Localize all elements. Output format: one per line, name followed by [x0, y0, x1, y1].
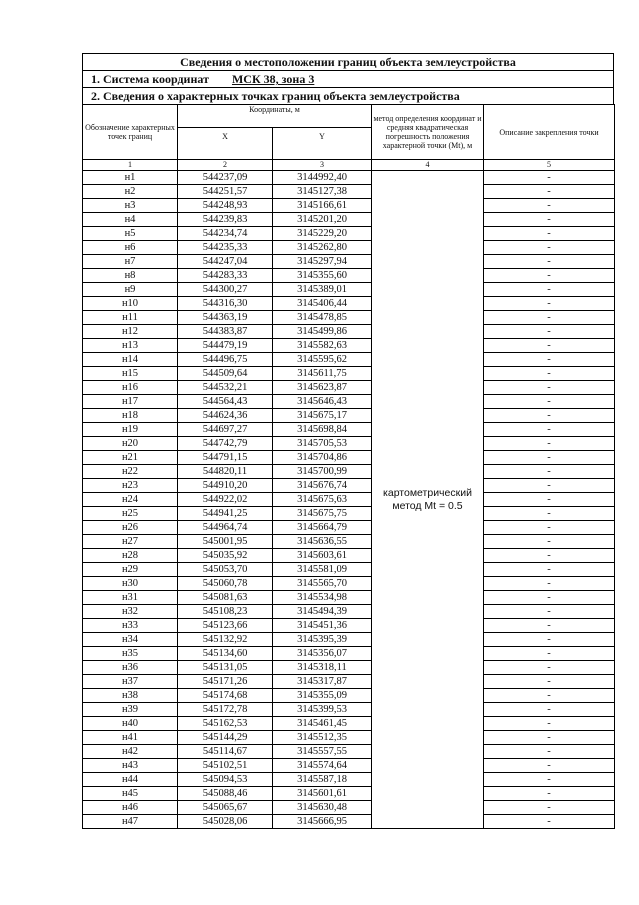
point-id: н6: [83, 241, 178, 255]
table-row: [83, 619, 615, 633]
column-numbers-row: [83, 160, 615, 171]
table-row: [83, 549, 615, 563]
point-x: 544235,33: [178, 241, 273, 255]
column-number: 1: [83, 160, 178, 171]
point-description: -: [484, 493, 615, 507]
table-row: [83, 339, 615, 353]
header-method: метод определения координат и средняя квадратическая погрешность положения характерной точки (Mt), м: [372, 105, 484, 160]
point-y: 3145623,87: [273, 381, 372, 395]
point-id: н16: [83, 381, 178, 395]
point-id: н20: [83, 437, 178, 451]
point-id: н13: [83, 339, 178, 353]
table-row: [83, 493, 615, 507]
point-y: 3145698,84: [273, 423, 372, 437]
table-row: [83, 745, 615, 759]
point-id: н22: [83, 465, 178, 479]
point-description: -: [484, 591, 615, 605]
point-description: -: [484, 451, 615, 465]
point-x: 545001,95: [178, 535, 273, 549]
point-description: -: [484, 311, 615, 325]
column-number: 4: [372, 160, 484, 171]
table-row: [83, 367, 615, 381]
point-id: н37: [83, 675, 178, 689]
point-x: 544941,25: [178, 507, 273, 521]
table-row: [83, 171, 615, 185]
table-row: [83, 703, 615, 717]
table-row: [83, 535, 615, 549]
point-y: 3145229,20: [273, 227, 372, 241]
table-row: [83, 465, 615, 479]
point-y: 3145646,43: [273, 395, 372, 409]
point-y: 3145355,60: [273, 269, 372, 283]
table-row: [83, 773, 615, 787]
point-x: 545172,78: [178, 703, 273, 717]
point-id: н15: [83, 367, 178, 381]
point-description: -: [484, 185, 615, 199]
point-y: 3145389,01: [273, 283, 372, 297]
document-title: Сведения о местоположении границ объекта землеустройства: [82, 53, 614, 70]
point-y: 3145666,95: [273, 815, 372, 829]
point-x: 544251,57: [178, 185, 273, 199]
header-designation: Обозначение характерных точек границ: [83, 105, 178, 160]
point-description: -: [484, 731, 615, 745]
table-row: [83, 507, 615, 521]
point-id: н21: [83, 451, 178, 465]
point-y: 3145478,85: [273, 311, 372, 325]
point-y: 3145675,63: [273, 493, 372, 507]
point-id: н5: [83, 227, 178, 241]
point-y: 3145581,09: [273, 563, 372, 577]
point-id: н30: [83, 577, 178, 591]
point-id: н14: [83, 353, 178, 367]
point-id: н38: [83, 689, 178, 703]
table-row: [83, 717, 615, 731]
table-row: [83, 479, 615, 493]
point-y: 3145587,18: [273, 773, 372, 787]
point-description: -: [484, 801, 615, 815]
point-x: 545081,63: [178, 591, 273, 605]
point-description: -: [484, 213, 615, 227]
point-x: 545171,26: [178, 675, 273, 689]
point-x: 545060,78: [178, 577, 273, 591]
point-id: н35: [83, 647, 178, 661]
point-x: 545162,53: [178, 717, 273, 731]
point-y: 3145127,38: [273, 185, 372, 199]
point-x: 544697,27: [178, 423, 273, 437]
point-id: н2: [83, 185, 178, 199]
point-y: 3145262,80: [273, 241, 372, 255]
table-row: [83, 451, 615, 465]
point-description: -: [484, 409, 615, 423]
point-description: -: [484, 521, 615, 535]
point-y: 3145603,61: [273, 549, 372, 563]
point-x: 544564,43: [178, 395, 273, 409]
table-row: [83, 633, 615, 647]
point-y: 3145494,39: [273, 605, 372, 619]
point-description: -: [484, 339, 615, 353]
point-description: -: [484, 255, 615, 269]
point-y: 3145676,74: [273, 479, 372, 493]
point-y: 3145499,86: [273, 325, 372, 339]
header-y: Y: [273, 128, 372, 160]
column-number: 3: [273, 160, 372, 171]
point-y: 3145675,75: [273, 507, 372, 521]
point-y: 3145399,53: [273, 703, 372, 717]
point-y: 3145318,11: [273, 661, 372, 675]
table-row: [83, 255, 615, 269]
point-description: -: [484, 241, 615, 255]
point-description: -: [484, 325, 615, 339]
point-x: 545134,60: [178, 647, 273, 661]
point-description: -: [484, 633, 615, 647]
table-row: [83, 297, 615, 311]
point-x: 545088,46: [178, 787, 273, 801]
point-id: н7: [83, 255, 178, 269]
point-description: -: [484, 563, 615, 577]
point-description: -: [484, 759, 615, 773]
point-x: 545174,68: [178, 689, 273, 703]
point-id: н25: [83, 507, 178, 521]
table-row: [83, 409, 615, 423]
table-row: [83, 227, 615, 241]
point-x: 544234,74: [178, 227, 273, 241]
table-row: [83, 199, 615, 213]
point-y: 3145356,07: [273, 647, 372, 661]
point-y: 3145611,75: [273, 367, 372, 381]
point-description: -: [484, 717, 615, 731]
table-row: [83, 283, 615, 297]
point-x: 544247,04: [178, 255, 273, 269]
point-x: 544742,79: [178, 437, 273, 451]
point-id: н46: [83, 801, 178, 815]
point-id: н47: [83, 815, 178, 829]
point-description: -: [484, 199, 615, 213]
point-id: н31: [83, 591, 178, 605]
point-x: 544910,20: [178, 479, 273, 493]
point-id: н24: [83, 493, 178, 507]
point-id: н9: [83, 283, 178, 297]
point-x: 545108,23: [178, 605, 273, 619]
point-id: н4: [83, 213, 178, 227]
table-row: [83, 787, 615, 801]
point-x: 544283,33: [178, 269, 273, 283]
point-x: 544239,83: [178, 213, 273, 227]
table-row: [83, 423, 615, 437]
point-description: -: [484, 171, 615, 185]
point-id: н33: [83, 619, 178, 633]
point-description: -: [484, 297, 615, 311]
table-row: [83, 759, 615, 773]
table-row: [83, 241, 615, 255]
point-id: н8: [83, 269, 178, 283]
point-id: н45: [83, 787, 178, 801]
points-section-label: 2. Сведения о характерных точках границ объекта землеустройства: [91, 89, 460, 103]
point-y: 3145395,39: [273, 633, 372, 647]
point-id: н43: [83, 759, 178, 773]
point-id: н40: [83, 717, 178, 731]
point-id: н17: [83, 395, 178, 409]
point-id: н27: [83, 535, 178, 549]
document-sheet: [82, 53, 614, 829]
coordinate-system-label: 1. Система координат: [91, 72, 209, 86]
point-x: 545035,92: [178, 549, 273, 563]
point-x: 544496,75: [178, 353, 273, 367]
point-id: н41: [83, 731, 178, 745]
header-coordinates: Координаты, м: [178, 105, 372, 128]
point-description: -: [484, 745, 615, 759]
column-number: 5: [484, 160, 615, 171]
point-y: 3145675,17: [273, 409, 372, 423]
point-x: 544791,15: [178, 451, 273, 465]
point-x: 545132,92: [178, 633, 273, 647]
point-x: 545102,51: [178, 759, 273, 773]
point-x: 544479,19: [178, 339, 273, 353]
point-id: н34: [83, 633, 178, 647]
point-description: -: [484, 577, 615, 591]
point-y: 3145601,61: [273, 787, 372, 801]
point-id: н23: [83, 479, 178, 493]
point-description: -: [484, 773, 615, 787]
coordinate-system-value: МСК 38, зона 3: [231, 72, 315, 86]
point-y: 3145534,98: [273, 591, 372, 605]
table-row: [83, 647, 615, 661]
table-row: [83, 689, 615, 703]
table-row: [83, 395, 615, 409]
point-description: -: [484, 423, 615, 437]
point-x: 544922,02: [178, 493, 273, 507]
point-description: -: [484, 353, 615, 367]
point-id: н3: [83, 199, 178, 213]
point-description: -: [484, 549, 615, 563]
point-description: -: [484, 381, 615, 395]
point-id: н1: [83, 171, 178, 185]
point-y: 3145595,62: [273, 353, 372, 367]
table-row: [83, 381, 615, 395]
table-row: [83, 353, 615, 367]
point-y: 3145461,45: [273, 717, 372, 731]
point-y: 3145557,55: [273, 745, 372, 759]
point-y: 3145166,61: [273, 199, 372, 213]
point-description: -: [484, 283, 615, 297]
point-x: 545144,29: [178, 731, 273, 745]
point-y: 3145406,44: [273, 297, 372, 311]
point-y: 3145574,64: [273, 759, 372, 773]
point-y: 3145700,99: [273, 465, 372, 479]
coordinate-system-line: [82, 70, 614, 87]
header-x: X: [178, 128, 273, 160]
table-row: [83, 661, 615, 675]
point-id: н28: [83, 549, 178, 563]
point-description: -: [484, 815, 615, 829]
table-row: [83, 437, 615, 451]
point-id: н12: [83, 325, 178, 339]
point-description: -: [484, 437, 615, 451]
point-y: 3145451,36: [273, 619, 372, 633]
point-description: -: [484, 535, 615, 549]
point-description: -: [484, 675, 615, 689]
point-x: 545028,06: [178, 815, 273, 829]
point-x: 544300,27: [178, 283, 273, 297]
point-x: 544964,74: [178, 521, 273, 535]
point-x: 545131,05: [178, 661, 273, 675]
point-description: -: [484, 507, 615, 521]
point-y: 3145636,55: [273, 535, 372, 549]
point-y: 3145297,94: [273, 255, 372, 269]
point-id: н39: [83, 703, 178, 717]
point-y: 3145317,87: [273, 675, 372, 689]
table-row: [83, 675, 615, 689]
point-description: -: [484, 605, 615, 619]
table-row: [83, 311, 615, 325]
table-row: [83, 563, 615, 577]
point-description: -: [484, 465, 615, 479]
point-description: -: [484, 269, 615, 283]
point-x: 544820,11: [178, 465, 273, 479]
table-row: [83, 185, 615, 199]
point-x: 544383,87: [178, 325, 273, 339]
point-description: -: [484, 703, 615, 717]
point-id: н18: [83, 409, 178, 423]
point-x: 544532,21: [178, 381, 273, 395]
table-row: [83, 521, 615, 535]
point-id: н10: [83, 297, 178, 311]
point-description: -: [484, 479, 615, 493]
point-x: 545123,66: [178, 619, 273, 633]
column-number: 2: [178, 160, 273, 171]
point-id: н19: [83, 423, 178, 437]
point-y: 3145582,63: [273, 339, 372, 353]
point-y: 3145704,86: [273, 451, 372, 465]
point-description: -: [484, 647, 615, 661]
point-y: 3145355,09: [273, 689, 372, 703]
point-x: 544509,64: [178, 367, 273, 381]
point-description: -: [484, 787, 615, 801]
table-row: [83, 213, 615, 227]
point-x: 544316,30: [178, 297, 273, 311]
point-x: 544237,09: [178, 171, 273, 185]
table-row: [83, 801, 615, 815]
points-table: [82, 104, 615, 829]
point-x: 544363,19: [178, 311, 273, 325]
point-y: 3144992,40: [273, 171, 372, 185]
point-id: н11: [83, 311, 178, 325]
point-x: 544248,93: [178, 199, 273, 213]
point-x: 545094,53: [178, 773, 273, 787]
table-row: [83, 815, 615, 829]
point-x: 544624,36: [178, 409, 273, 423]
point-description: -: [484, 395, 615, 409]
point-description: -: [484, 367, 615, 381]
table-row: [83, 731, 615, 745]
point-y: 3145512,35: [273, 731, 372, 745]
point-x: 545065,67: [178, 801, 273, 815]
point-description: -: [484, 689, 615, 703]
point-description: -: [484, 619, 615, 633]
method-cell: картометрический метод Mt = 0.5: [372, 171, 484, 829]
point-id: н36: [83, 661, 178, 675]
point-id: н32: [83, 605, 178, 619]
point-id: н26: [83, 521, 178, 535]
point-description: -: [484, 227, 615, 241]
point-x: 545114,67: [178, 745, 273, 759]
point-y: 3145201,20: [273, 213, 372, 227]
table-row: [83, 325, 615, 339]
point-description: -: [484, 661, 615, 675]
table-row: [83, 269, 615, 283]
table-row: [83, 605, 615, 619]
point-id: н42: [83, 745, 178, 759]
point-y: 3145565,70: [273, 577, 372, 591]
points-section-line: [82, 87, 614, 104]
point-y: 3145664,79: [273, 521, 372, 535]
point-x: 545053,70: [178, 563, 273, 577]
point-id: н44: [83, 773, 178, 787]
point-y: 3145705,53: [273, 437, 372, 451]
header-description: Описание закрепления точки: [484, 105, 615, 160]
point-id: н29: [83, 563, 178, 577]
table-row: [83, 591, 615, 605]
point-y: 3145630,48: [273, 801, 372, 815]
table-row: [83, 577, 615, 591]
